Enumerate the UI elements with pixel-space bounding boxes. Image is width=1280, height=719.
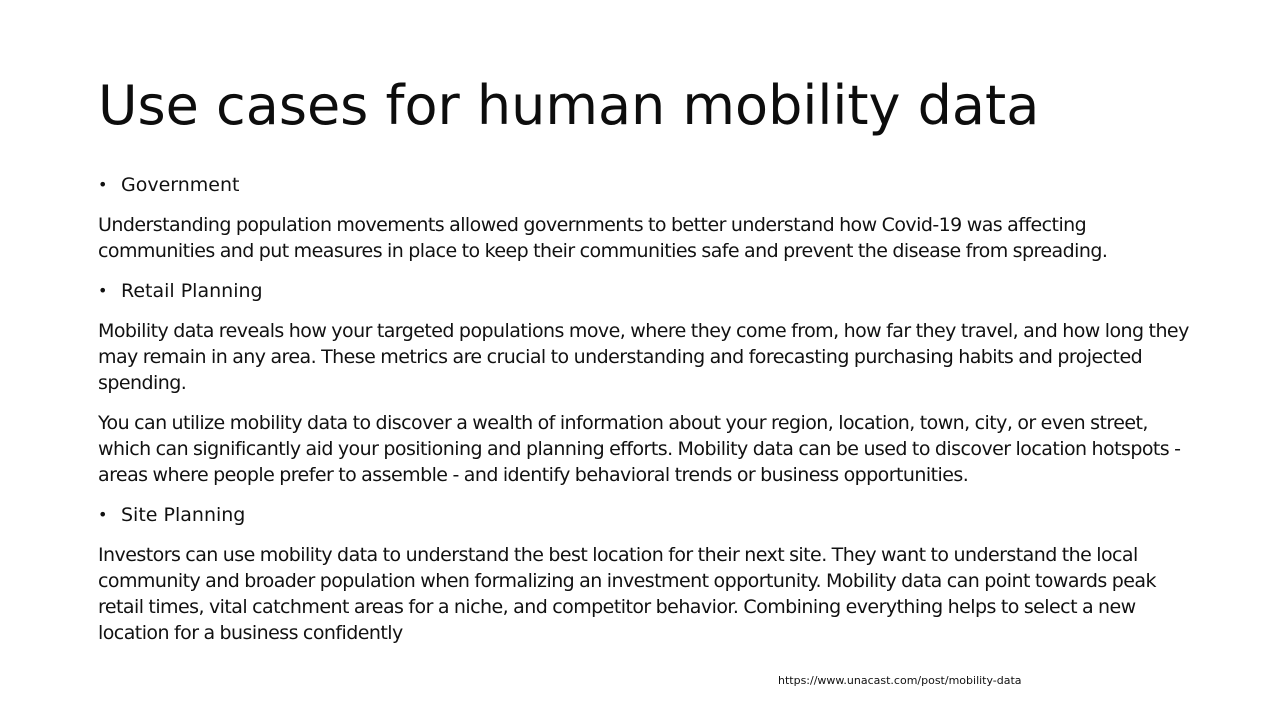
- bullet-dot-icon: •: [98, 281, 108, 300]
- bullet-label: Government: [121, 174, 240, 196]
- paragraph-government: Understanding population movements allowed governments to better understand how Covid-19 was affecting communities and put measures in place to keep their communities safe and prevent the disease from spreading.: [98, 214, 1108, 262]
- paragraph-site-planning: Investors can use mobility data to understand the best location for their next site. They want to understand the local community and broader population when formalizing an investment opportunity. Mobility data can point towards peak retail times, vital catchment areas for a niche, and competitor behavior. Combining everything helps to select a new location for a business confidently: [98, 544, 1156, 644]
- bullet-dot-icon: •: [98, 175, 108, 194]
- bullet-government: [98, 172, 1198, 198]
- bullet-label: Site Planning: [121, 504, 246, 526]
- source-link[interactable]: https://www.unacast.com/post/mobility-data: [778, 674, 1022, 687]
- bullet-site-planning: [98, 502, 1198, 528]
- slide-content: [98, 172, 1198, 646]
- bullet-label: Retail Planning: [121, 280, 263, 302]
- slide-title: Use cases for human mobility data: [98, 74, 1040, 137]
- bullet-dot-icon: •: [98, 505, 108, 524]
- bullet-retail-planning: [98, 278, 1198, 304]
- paragraph-retail-metrics: Mobility data reveals how your targeted populations move, where they come from, how far they travel, and how long they may remain in any area. These metrics are crucial to understanding and forecasting purchasing habits and projected spending.: [98, 320, 1189, 394]
- paragraph-retail-hotspots: You can utilize mobility data to discover a wealth of information about your region, location, town, city, or even street, which can significantly aid your positioning and planning efforts. Mobility data can be used to discover location hotspots - areas where people prefer to assemble - and identify behavioral trends or business opportunities.: [98, 412, 1181, 486]
